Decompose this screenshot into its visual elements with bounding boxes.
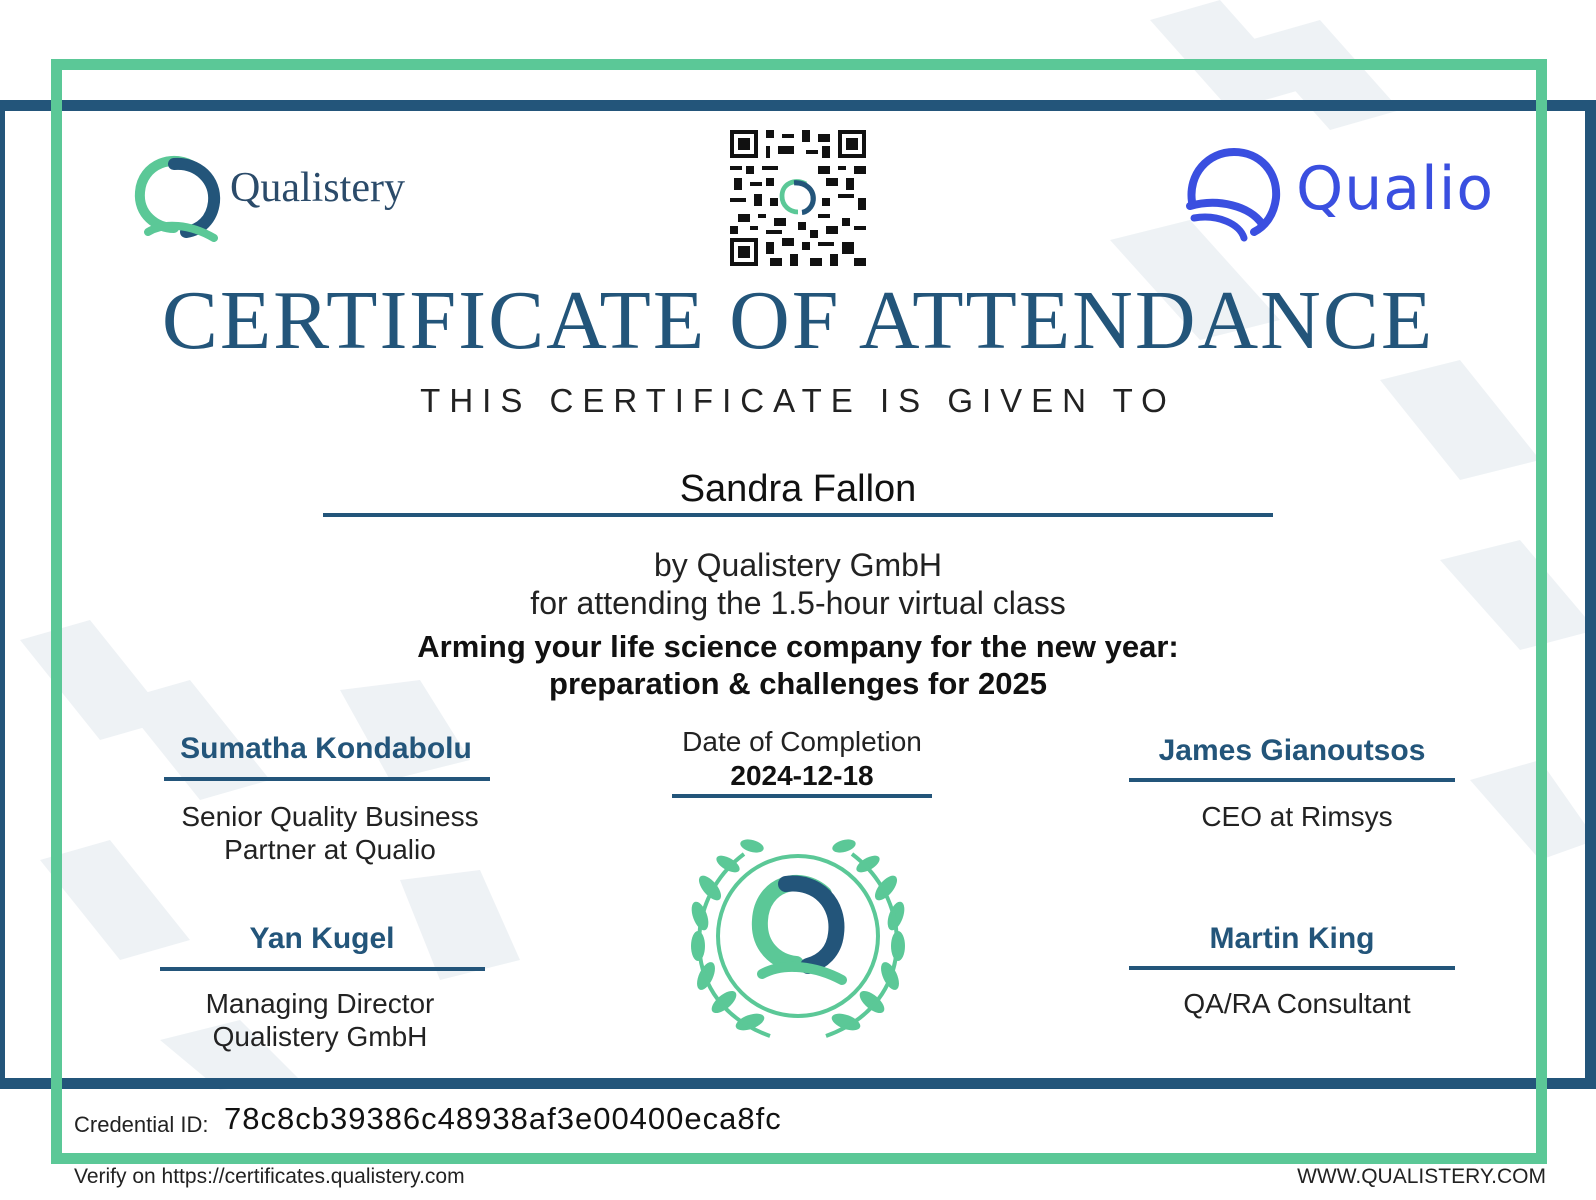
speaker-underline [164, 777, 490, 781]
speaker-role [162, 800, 498, 866]
recipient-name: Sandra Fallon [679, 468, 917, 510]
credential-id-label: Credential ID: [74, 1112, 209, 1137]
speaker-name: Yan Kugel [249, 922, 395, 955]
qualistery-logo-text: Qualistery [230, 165, 405, 211]
qualistery-seal [680, 828, 916, 1046]
completion-date: 2024-12-18 [730, 760, 874, 791]
speaker-role-line-2: Partner at Qualio [224, 834, 436, 865]
speaker-name: James Gianoutsos [1158, 734, 1426, 767]
certificate-title: CERTIFICATE OF ATTENDANCE [161, 274, 1435, 367]
recipient-underline [323, 513, 1273, 517]
speaker-role-line-2: Qualistery GmbH [212, 1021, 428, 1052]
website-link[interactable]: WWW.QUALISTERY.COM [1297, 1165, 1546, 1188]
by-line: by Qualistery GmbH [653, 547, 943, 583]
for-line: for attending the 1.5-hour virtual class [530, 585, 1066, 621]
qualio-logo-icon [1178, 140, 1288, 250]
qr-code-icon [730, 130, 866, 266]
qualio-logo-text: Qualio [1296, 154, 1495, 224]
speaker-role [160, 987, 480, 1053]
laurel-wreath-seal-icon [680, 828, 916, 1046]
completion-date-underline [672, 794, 932, 798]
qualistery-q-logo-icon [134, 150, 226, 242]
class-title [0, 628, 1596, 702]
issuer-text [0, 546, 1596, 622]
speaker-name: Martin King [1209, 922, 1375, 955]
credential-id-value: 78c8cb39386c48938af3e00400eca8fc [224, 1101, 782, 1136]
given-to-heading: THIS CERTIFICATE IS GIVEN TO [420, 382, 1176, 419]
qualistery-logo [134, 150, 444, 242]
qualio-logo [1178, 140, 1498, 250]
completion-date-label: Date of Completion [682, 726, 922, 757]
speaker-underline [160, 967, 485, 971]
speaker-underline [1129, 966, 1455, 970]
speaker-role: QA/RA Consultant [1183, 988, 1411, 1019]
class-title-line-1: Arming your life science company for the new year: [417, 629, 1179, 664]
verify-link-text[interactable]: Verify on https://certificates.qualistery.com [74, 1165, 465, 1188]
qr-code [730, 130, 866, 266]
speaker-name: Sumatha Kondabolu [180, 732, 472, 765]
class-title-line-2: preparation & challenges for 2025 [549, 666, 1047, 701]
speaker-role-line-1: Senior Quality Business [181, 801, 479, 832]
speaker-underline [1129, 778, 1455, 782]
speaker-role: CEO at Rimsys [1201, 801, 1393, 832]
speaker-role-line-1: Managing Director [205, 988, 435, 1019]
